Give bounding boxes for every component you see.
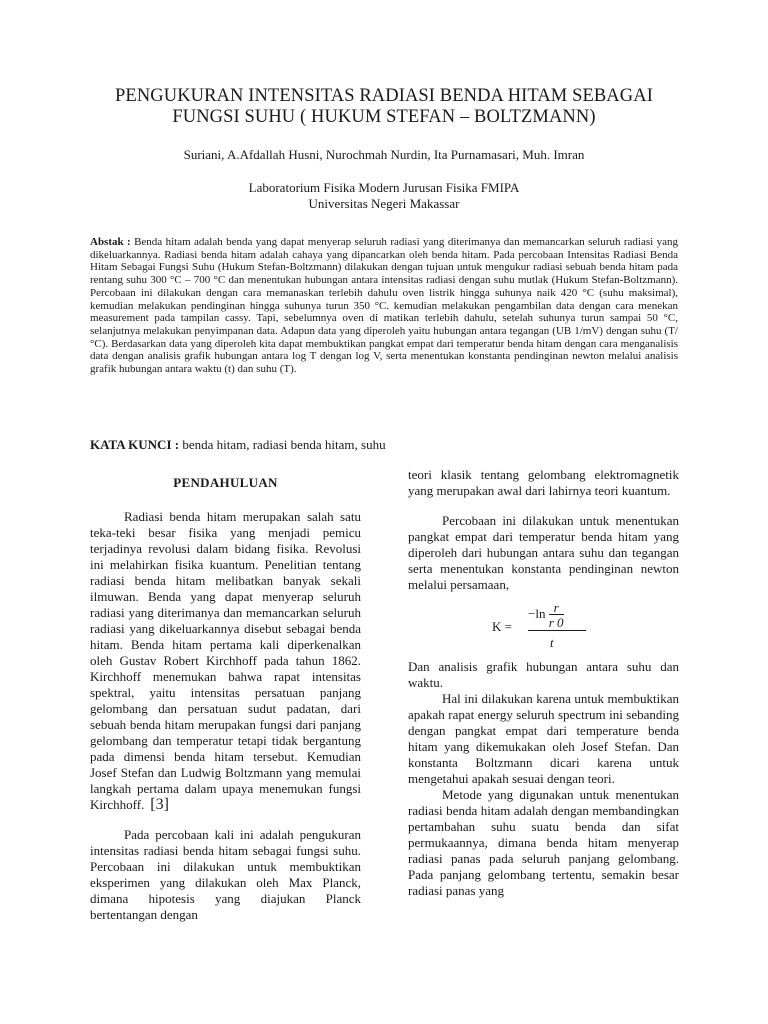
citation-reference: [3] [150,796,169,813]
formula-lhs: K = [492,619,512,634]
right-column [408,467,679,899]
intro-paragraph-2: Pada percobaan kali ini adalah pengukuran intensitas radiasi benda hitam sebagai fungsi suhu. Percobaan ini dilakukan untuk membuktikan eksperimen yang dilakukan oleh Max Planck, dimana hipotesis yang diajukan Planck bertentangan dengan [90,827,361,922]
right-paragraph-4: Metode yang digunakan untuk menentukan radiasi benda hitam adalah dengan membandingkan pertambahan suhu suatu benda dan sifat permukaannya, dimana benda hitam menyerap radiasi panas pada seluruh panjang gelombang. Pada panjang gelombang tertentu, semakin besar radiasi panas yang [408,787,679,898]
intro-paragraph-1 [90,509,361,813]
formula-ratio-bottom: r 0 [548,615,564,630]
formula-fraction-bar [528,630,586,631]
intro-paragraph-1-text: Radiasi benda hitam merupakan salah satu teka-teki besar fisika yang menjadi pemicu terjadinya revolusi dalam bidang fisika. Revolusi ini melahirkan fisika kuantum. Penelitian tentang radiasi benda hitam melibatkan banyak sekali ilmuwan. Benda yang dapat menyerap seluruh radiasi yang diterimanya dan memancarkan seluruh radiasi yang dikeluarkannya disebut sebagai benda hitam. Benda hitam pertama kali diperkenalkan oleh Gustav Robert Kirchhoff pada tahun 1862. Kirchhoff menemukan bahwa rapat intensitas spektral, yaitu intensitas persatuan panjang gelombang dan persatuan sudut padatan, dari sebuah benda hitam merupakan fungsi dari panjang gelombang dan temperatur tetapi tidak bergantung pada dimensi benda hitam tersebut. Kemudian Josef Stefan dan Ludwig Boltzmann yang memulai langkah pertama dalam upaya menemukan fungsi Kirchhoff. [90,509,361,812]
formula-numerator [528,601,564,629]
title-line-2: FUNGSI SUHU ( HUKUM STEFAN – BOLTZMANN) [172,107,596,127]
title-line-1: PENGUKURAN INTENSITAS RADIASI BENDA HITAM SEBAGAI [115,86,653,106]
abstract [90,236,678,376]
section-heading-pendahuluan: PENDAHULUAN [173,475,278,490]
author-list: Suriani, A.Afdallah Husni, Nurochmah Nurdin, Ita Purnamasari, Muh. Imran [183,147,585,162]
right-paragraph-1: Percobaan ini dilakukan untuk menentukan pangkat empat dari temperatur benda hitam yang diperoleh dari hubungan antara suhu dan tegangan serta menentukan konstanta pendinginan newton melalui persamaan, [408,513,679,592]
formula-ratio-top: r [553,600,559,615]
right-paragraph-3: Hal ini dilakukan karena untuk membuktikan apakah rapat energy seluruh spectrum ini sebanding dengan pangkat empat dari temperature benda hitam yang dikemukakan oleh Josef Stefan. Dan konstanta Boltzmann dicari karena untuk mengetahui apakah sesuai dengan teori. [408,691,679,786]
keywords [90,437,690,453]
right-paragraph-0: teori klasik tentang gelombang elektromagnetik yang merupakan awal dari lahirnya teori kuantum. [408,467,679,498]
affiliation-line-2: Universitas Negeri Makassar [308,196,460,211]
abstract-text: Benda hitam adalah benda yang dapat menyerap seluruh radiasi yang diterimanya dan memancarkan seluruh radiasi yang dikeluarkannya. Radiasi benda hitam adalah cahaya yang dipancarkan oleh benda hitam. Pada percobaan Intensitas Radiasi Benda Hitam Sebagai Fungsi Suhu (Hukum Stefan-Boltzmann) dilakukan dengan tujuan untuk mengukur radiasi sebuah benda hitam pada rentang suhu 300 °C – 700 °C dan menentukan hubungan antara intensitas radiasi dengan suhu mutlak (Hukum Stefan-Boltzmann). Percobaan ini dilakukan dengan cara memanaskan terlebih dahulu oven listrik hingga suhunya naik 420 °C (suhu maksimal), kemudian melakukan pendinginan hingga suhunya turun 350 °C. kemudian melakukan pengambilan data dengan cara menekan measurement pada tampilan cassy. Tapi, sebelumnya oven di matikan terlebih dahulu, setelah suhunya turun sampai 50 °C, selanjutnya melakukan penyimpanan data. Adapun data yang diperoleh yaitu hubungan antara tegangan (UB 1/mV) dengan suhu (T/°C). Berdasarkan data yang diperoleh kita dapat membuktikan pangkat empat dari temperatur benda hitam dengan cara menganalisis data dengan analisis grafik hubungan antara log T dengan log V, serta menentukan konstanta pendinginan newton melalui analisis grafik hubungan antara waktu (t) dan suhu (T). [90,236,678,376]
keywords-label: KATA KUNCI : [90,437,180,452]
right-paragraph-2: Dan analisis grafik hubungan antara suhu dan waktu. [408,659,679,690]
affiliation [60,180,708,212]
formula-ratio [549,601,564,629]
formula-denominator: t [550,635,554,650]
paper-title [60,86,708,128]
cooling-constant-formula [408,600,679,657]
abstract-label: Abstak : [90,236,131,248]
affiliation-line-1: Laboratorium Fisika Modern Jurusan Fisika FMIPA [248,180,520,195]
keywords-text: benda hitam, radiasi benda hitam, suhu [179,437,386,452]
left-column [90,475,361,923]
formula-minus-ln: −ln [528,605,546,621]
